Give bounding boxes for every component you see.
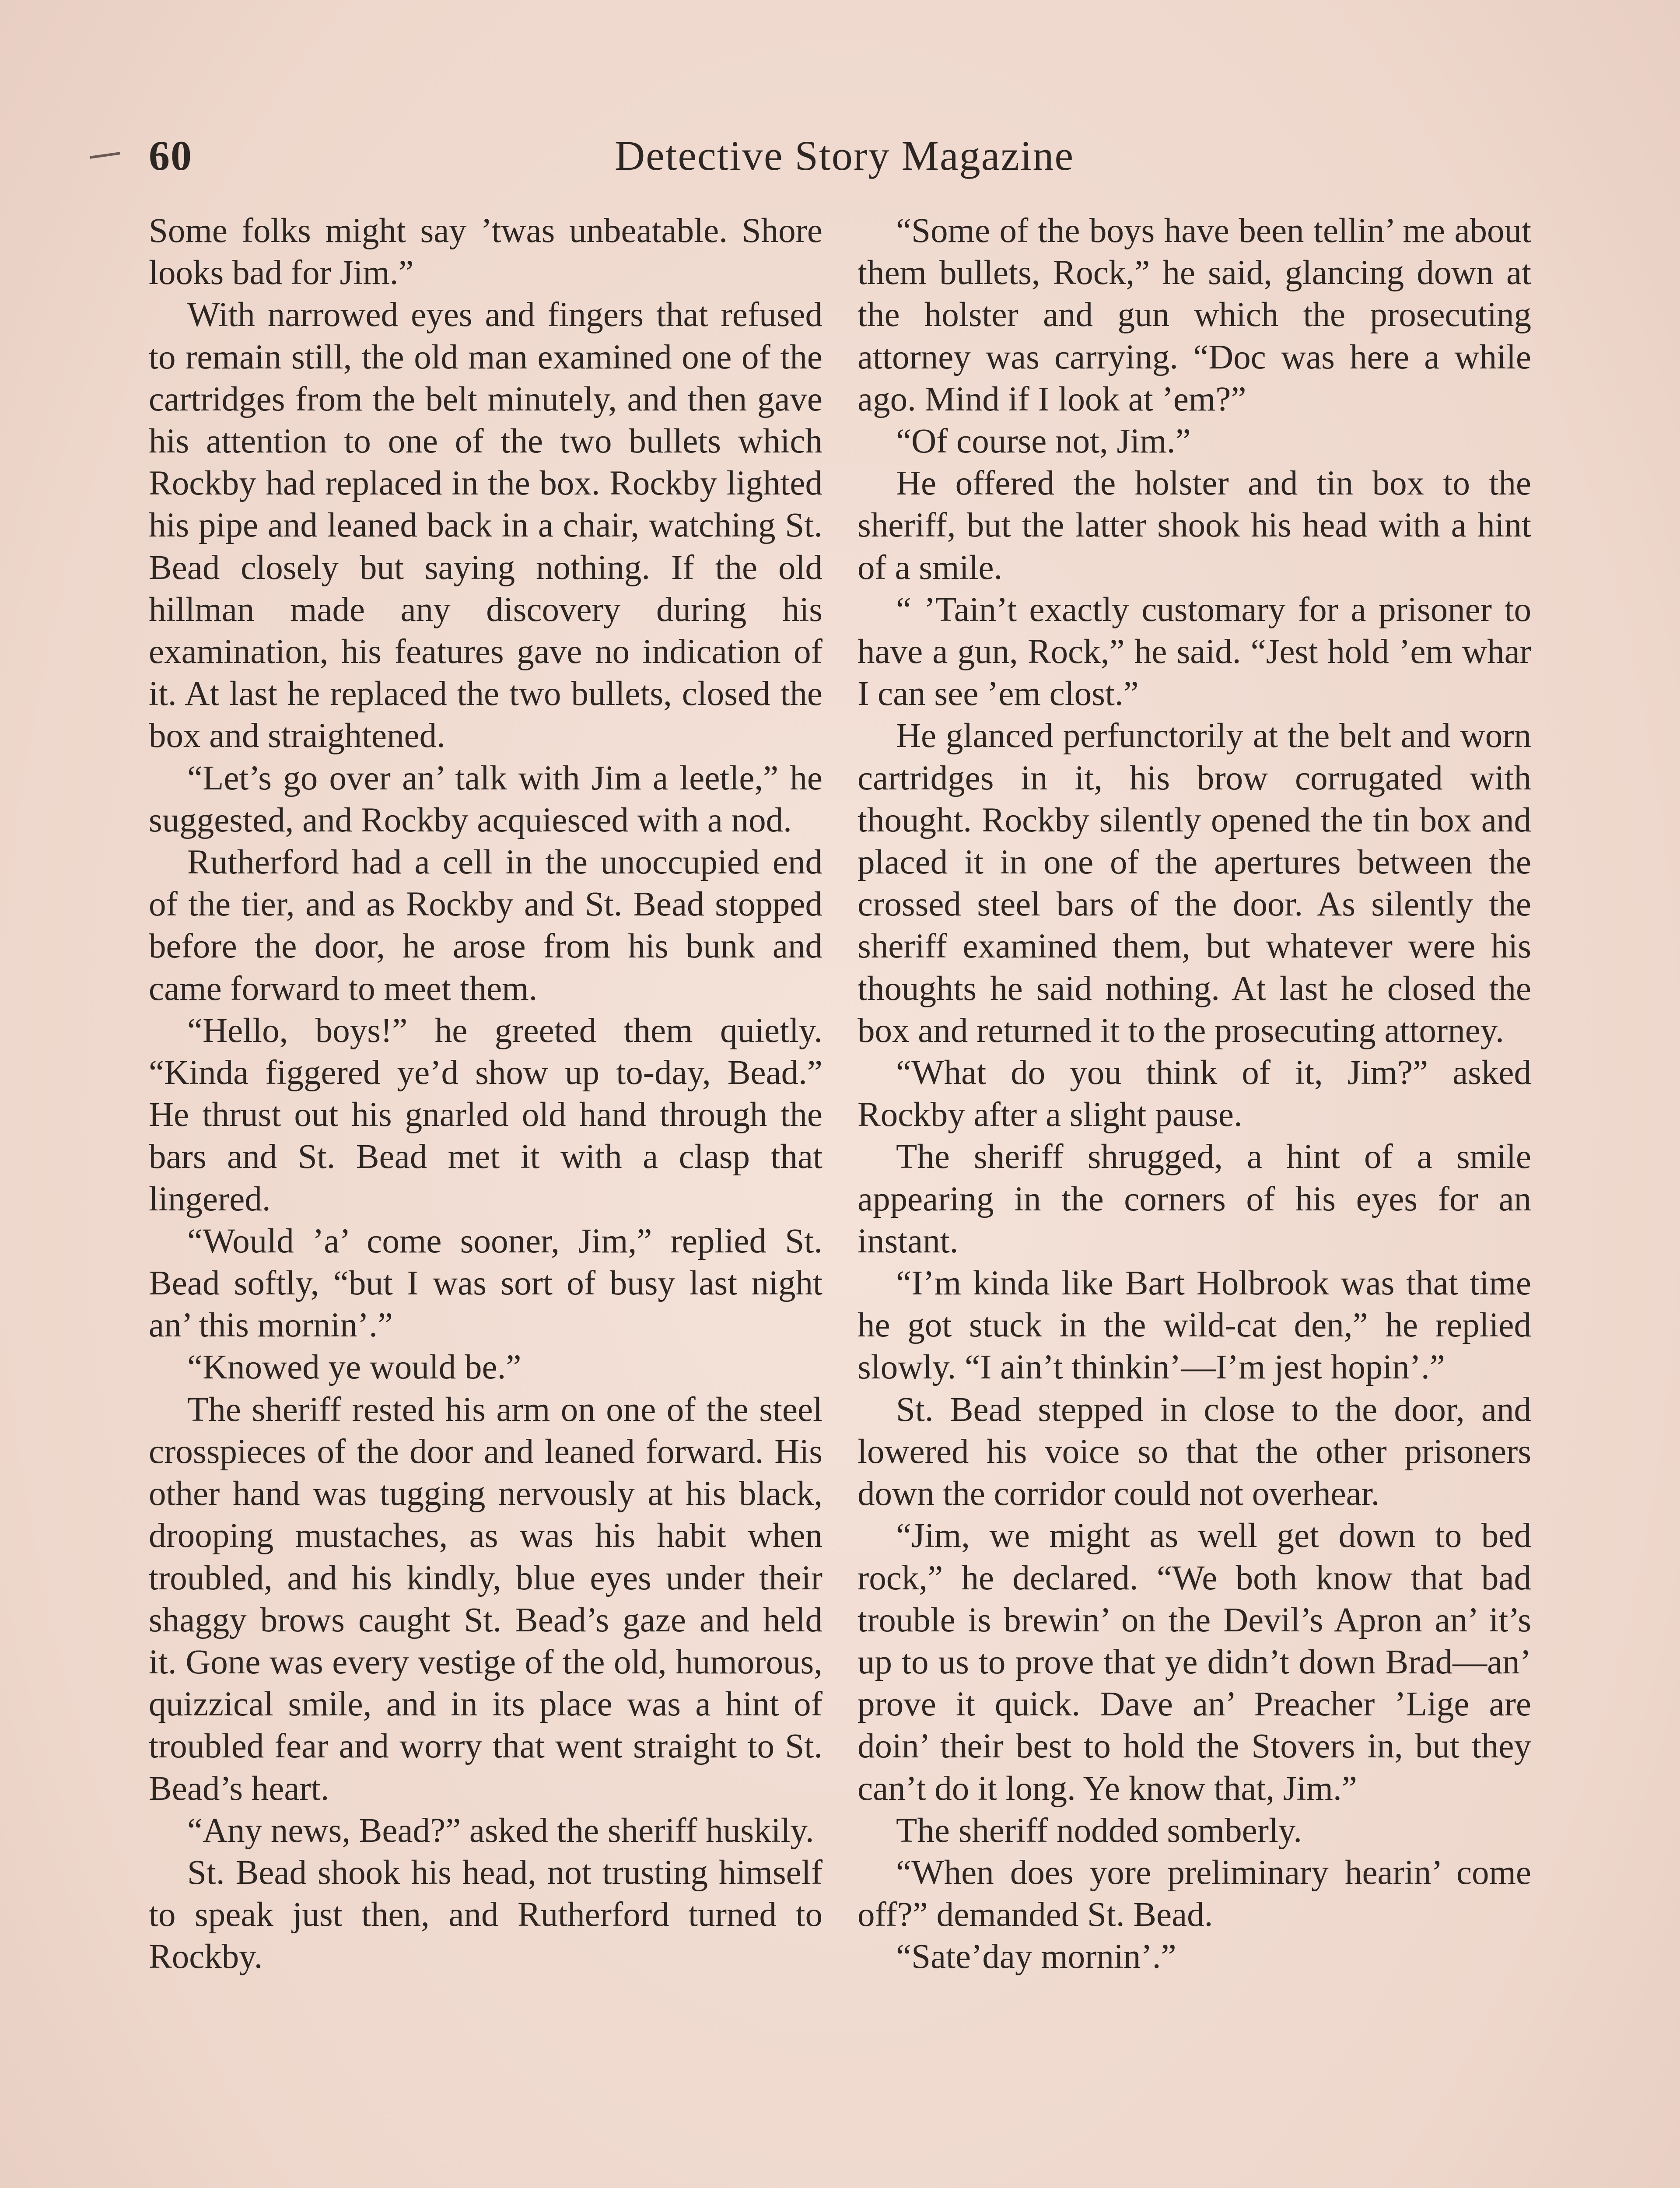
paragraph: “What do you think of it, Jim?” asked Rockby after a slight pause. <box>858 1054 1531 1134</box>
paragraph: Rutherford had a cell in the unoccupied end of the tier, and as Rockby and St. Bead stopped before the door, he arose from his bunk and came forward to meet them. <box>149 843 822 1008</box>
paragraph: “Would ’a’ come sooner, Jim,” replied St. Bead softly, “but I was sort of busy last night an’ this mornin’.” <box>149 1222 822 1345</box>
paragraph: “ ’Tain’t exactly customary for a prisoner to have a gun, Rock,” he said. “Jest hold ’em whar I can see ’em clost.” <box>858 590 1531 713</box>
paragraph: The sheriff shrugged, a hint of a smile appearing in the corners of his eyes for an instant. <box>858 1138 1531 1260</box>
paragraph: He offered the holster and tin box to the sheriff, but the latter shook his head with a hint of a smile. <box>858 464 1531 587</box>
paragraph: “Any news, Bead?” asked the sheriff huskily. <box>187 1811 814 1850</box>
paragraph: “Jim, we might as well get down to bed rock,” he declared. “We both know that bad trouble is brewin’ on the Devil’s Apron an’ it’s up to us to prove that ye didn’t down Brad—an’ prove it quick. Dave an’ Preacher ’Lige are doin’ their best to hold the Stovers in, but they can’t do it long. Ye know that, Jim.” <box>858 1517 1531 1808</box>
running-title: Detective Story Magazine <box>614 132 1074 179</box>
paragraph: St. Bead stepped in close to the door, and lowered his voice so that the other prisoners down the corridor could not overhear. <box>858 1390 1531 1513</box>
paragraph: “Knowed ye would be.” <box>187 1348 522 1387</box>
paragraph: The sheriff rested his arm on one of the steel crosspieces of the door and leaned forward. His other hand was tugging nervously at his black, drooping mustaches, as was his habit when troubled, and his kindly, blue eyes under their shaggy brows caught St. Bead’s gaze and held it. Gone was every vestige of the old, humorous, quizzical smile, and in its place was a hint of troubled fear and worry that went straight to St. Bead’s heart. <box>149 1390 822 1808</box>
page-number: 60 <box>149 132 192 179</box>
paragraph: He glanced perfunctorily at the belt and worn cartridges in it, his brow corrugated with thought. Rockby silently opened the tin box and placed it in one of the apertures between the crossed steel bars of the door. As silently the sheriff examined them, but whatever were his thoughts he said nothing. At last he closed the box and returned it to the prosecuting attorney. <box>858 717 1531 1050</box>
paragraph: “Some of the boys have been tellin’ me about them bullets, Rock,” he said, glancing down at the holster and gun which the prosecuting attorney was carrying. “Doc was here a while ago. Mind if I look at ’em?” <box>858 212 1531 418</box>
paragraph: The sheriff nodded somberly. <box>896 1811 1302 1850</box>
paragraph: Some folks might say ’twas unbeatable. Shore looks bad for Jim.” <box>149 212 822 292</box>
paragraph: “Sate’day mornin’.” <box>896 1938 1176 1976</box>
paragraph: With narrowed eyes and fingers that refused to remain still, the old man examined one of the cartridges from the belt minutely, and then gave his attention to one of the two bullets which Rockby had replaced in the box. Rockby lighted his pipe and leaned back in a chair, watching St. Bead closely but saying nothing. If the old hillman made any discovery during his examination, his features gave no indication of it. At last he replaced the two bullets, closed the box and straightened. <box>149 296 822 755</box>
margin-mark <box>90 152 120 159</box>
paragraph: “Of course not, Jim.” <box>896 422 1191 461</box>
left-column <box>149 210 822 1978</box>
paragraph: “I’m kinda like Bart Holbrook was that time he got stuck in the wild-cat den,” he replied slowly. “I ain’t thinkin’—I’m jest hopin’.” <box>858 1264 1531 1387</box>
paragraph: “When does yore preliminary hearin’ come off?” demanded St. Bead. <box>858 1853 1531 1934</box>
right-column <box>858 210 1531 1978</box>
page-header <box>144 131 1544 193</box>
paragraph: St. Bead shook his head, not trusting himself to speak just then, and Rutherford turned to Rockby. <box>149 1853 822 1976</box>
paragraph: “Hello, boys!” he greeted them quietly. “Kinda figgered ye’d show up to-day, Bead.” He thrust out his gnarled old hand through the bars and St. Bead met it with a clasp that lingered. <box>149 1011 822 1218</box>
paragraph: “Let’s go over an’ talk with Jim a leetle,” he suggested, and Rockby acquiesced with a nod. <box>149 759 822 839</box>
